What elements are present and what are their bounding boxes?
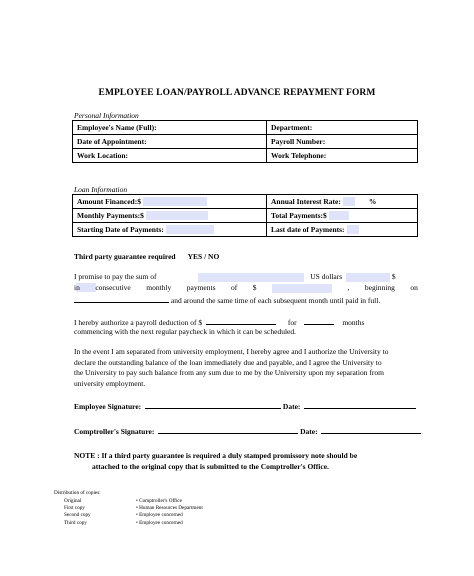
guarantee-label: Third party guarantee required	[74, 252, 176, 261]
comptroller-signature-row: Comptroller's Signature: Date:	[74, 425, 421, 438]
start-date-line[interactable]	[74, 294, 169, 303]
list-item: • Employee concerned	[136, 512, 183, 519]
list-item: • Human Resources Department	[136, 505, 203, 512]
amount-financed-input[interactable]	[143, 197, 207, 206]
installment-amount-input[interactable]	[272, 284, 332, 293]
last-date-field[interactable]: Last date of Payments:	[267, 223, 418, 237]
list-item: • Employee concerned	[136, 519, 183, 526]
distribution-copies	[64, 498, 91, 527]
payroll-number-field[interactable]: Payroll Number:	[267, 135, 418, 149]
starting-date-input[interactable]	[166, 225, 214, 234]
distribution-recipients	[136, 498, 203, 527]
promise-line-3: and around the same time of each subsequent month until paid in full.	[74, 294, 418, 307]
list-item: Original	[64, 498, 82, 504]
list-item: First copy	[64, 505, 85, 512]
work-location-field[interactable]: Work Location:	[73, 149, 267, 163]
guarantee-row	[74, 252, 219, 263]
authorize-line-2: commencing with the next regular paycheck in which it can be scheduled.	[74, 327, 297, 336]
table-row	[73, 135, 418, 149]
promise-line-2: in consecutive monthly payments of $ , beginning on	[74, 283, 418, 292]
monthly-payments-input[interactable]	[146, 211, 208, 220]
note-line-1: NOTE : If a third party guarantee is required a duly stamped promissory note should be	[74, 451, 358, 460]
note-line-2: attached to the original copy that is submitted to the Comptroller's Office.	[92, 461, 329, 471]
deduction-amount-line[interactable]	[206, 316, 276, 325]
comptroller-date-line[interactable]	[321, 425, 421, 434]
interest-rate-field[interactable]: Annual Interest Rate: %	[267, 195, 418, 209]
loan-section-label: Loan Information	[74, 185, 128, 194]
last-date-input[interactable]	[347, 225, 359, 234]
employee-signature-line[interactable]	[145, 400, 281, 409]
table-row	[73, 195, 418, 209]
loan-info-table	[72, 194, 418, 237]
total-payments-input[interactable]	[329, 211, 349, 220]
separation-paragraph: In the event I am separated from university employment, I hereby agree and I authorize the University to declare the outstanding balance of the loan immediately due and payable, and I agree the University to the University to pay such balance from any sum due to me by the University upon my separation from university employment.	[74, 347, 389, 388]
table-row	[73, 223, 418, 237]
list-item: Third copy	[64, 519, 87, 526]
department-field[interactable]: Department:	[267, 121, 418, 135]
guarantee-options[interactable]: YES / NO	[187, 252, 220, 261]
distribution-heading: Distribution of copies:	[54, 490, 101, 496]
comptroller-signature-line[interactable]	[158, 425, 298, 434]
appointment-date-field[interactable]: Date of Appointment:	[73, 135, 267, 149]
list-item: • Comptroller's Office	[136, 498, 182, 504]
total-payments-field[interactable]: Total Payments:$	[267, 209, 418, 223]
deduction-months-line[interactable]	[304, 316, 334, 325]
promise-line-1: I promise to pay the sum of US dollars $	[74, 272, 418, 293]
starting-date-field[interactable]: Starting Date of Payments:	[73, 223, 267, 237]
table-row	[73, 209, 418, 223]
authorize-line-1: I hereby authorize a payroll deduction of $ for months	[74, 318, 365, 327]
note-block	[74, 451, 420, 472]
personal-section-label: Personal Information	[74, 111, 139, 120]
form-title: EMPLOYEE LOAN/PAYROLL ADVANCE REPAYMENT FORM	[98, 88, 376, 98]
amount-financed-field[interactable]: Amount Financed:$	[73, 195, 267, 209]
table-row	[73, 121, 418, 135]
personal-info-table	[72, 120, 418, 163]
employee-signature-row: Employee Signature: Date:	[74, 400, 416, 413]
table-row	[73, 149, 418, 163]
monthly-payments-field[interactable]: Monthly Payments:$	[73, 209, 267, 223]
sum-dollars-input[interactable]	[346, 273, 390, 282]
interest-rate-input[interactable]	[343, 197, 355, 206]
employee-date-line[interactable]	[304, 400, 416, 409]
list-item: Second copy	[64, 512, 91, 519]
sum-words-input[interactable]	[198, 273, 304, 282]
work-telephone-field[interactable]: Work Telephone:	[267, 149, 418, 163]
employee-name-field[interactable]: Employee's Name (Full):	[73, 121, 267, 135]
